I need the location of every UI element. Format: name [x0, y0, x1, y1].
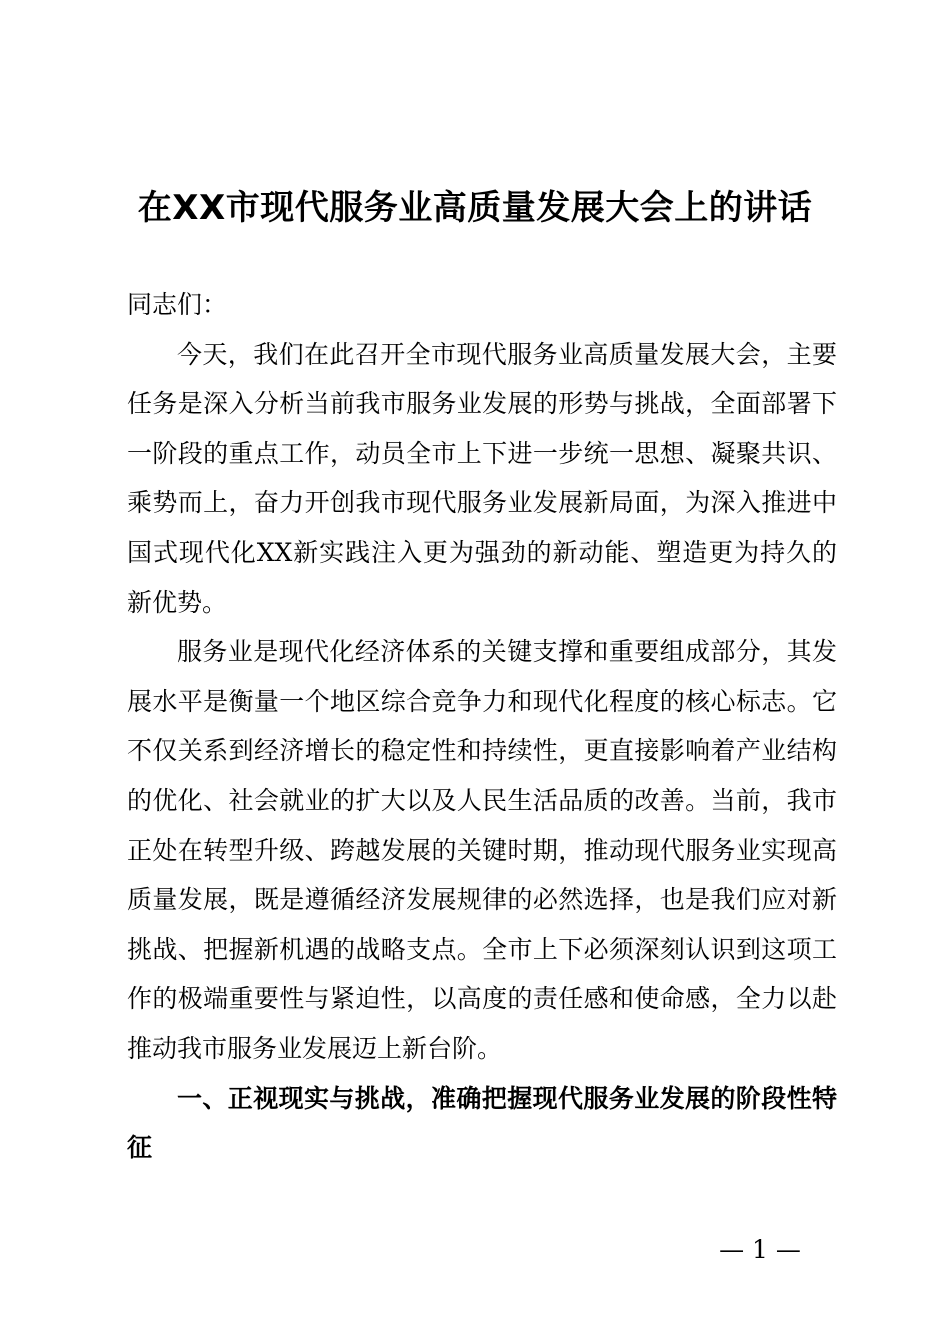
- document-body: [127, 280, 837, 1173]
- paragraph-intro: 今天，我们在此召开全市现代服务业高质量发展大会，主要任务是深入分析当前我市服务业发展的形势与挑战，全面部署下一阶段的重点工作，动员全市上下进一步统一思想、凝聚共识、乘势而上，奋力开创我市现代服务业发展新局面，为深入推进中国式现代化XX新实践注入更为强劲的新动能、塑造更为持久的新优势。: [127, 339, 837, 617]
- paragraph-importance: 服务业是现代化经济体系的关键支撑和重要组成部分，其发展水平是衡量一个地区综合竞争力和现代化程度的核心标志。它不仅关系到经济增长的稳定性和持续性，更直接影响着产业结构的优化、社会就业的扩大以及人民生活品质的改善。当前，我市正处在转型升级、跨越发展的关键时期，推动现代服务业实现高质量发展，既是遵循经济发展规律的必然选择，也是我们应对新挑战、把握新机遇的战略支点。全市上下必须深刻认识到这项工作的极端重要性与紧迫性，以高度的责任感和使命感，全力以赴推动我市服务业发展迈上新台阶。: [127, 637, 837, 1063]
- page-number: — 1 —: [719, 1235, 801, 1264]
- section-heading: 一、正视现实与挑战，准确把握现代服务业发展的阶段性特征: [127, 1083, 837, 1163]
- salutation: 同志们：: [127, 290, 228, 319]
- document-title: 在XX市现代服务业高质量发展大会上的讲话: [137, 188, 813, 228]
